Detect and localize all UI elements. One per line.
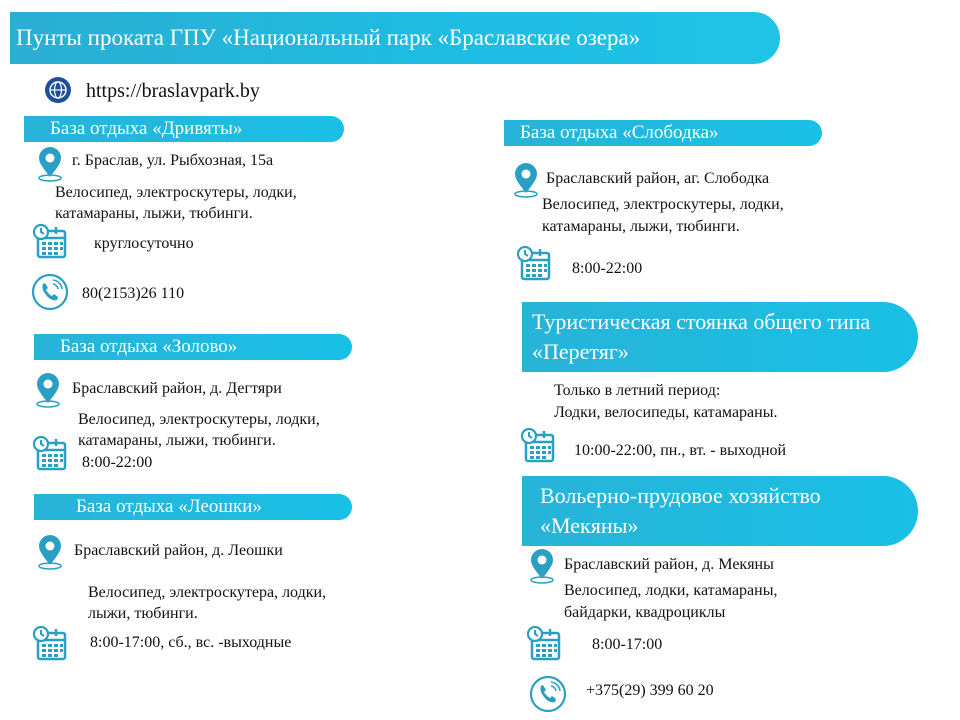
phone-icon (30, 272, 70, 312)
calendar-clock-icon (30, 222, 70, 262)
calendar-clock-icon (514, 244, 554, 284)
hours-zolovo: 8:00-22:00 (82, 454, 153, 471)
location-pin-icon (522, 546, 562, 586)
section-title-peretyag-line1: Туристическая стоянка общего типа (532, 309, 871, 334)
rentals-mekyany-line1: Велосипед, лодки, катамараны, (564, 582, 778, 599)
calendar-clock-icon (524, 624, 564, 664)
location-pin-icon (28, 370, 68, 410)
section-title-slobodka: База отдыха «Слободка» (504, 120, 822, 146)
rentals-slobodka-line2: катамараны, лыжи, тюбинги. (542, 218, 740, 235)
location-pin-icon (30, 144, 70, 184)
rentals-leoshki-line1: Велосипед, электроскутера, лодки, (88, 584, 327, 601)
rentals-drivyaty-line1: Велосипед, электроскутеры, лодки, (55, 184, 297, 201)
address-drivyaty: г. Браслав, ул. Рыбхозная, 15а (72, 152, 274, 169)
section-title-mekyany (522, 476, 918, 546)
phone-icon (528, 674, 568, 714)
calendar-clock-icon (30, 434, 70, 474)
rentals-zolovo-line2: катамараны, лыжи, тюбинги. (78, 432, 276, 449)
hours-peretyag: 10:00-22:00, пн., вт. - выходной (574, 442, 787, 459)
section-title-zolovo: База отдыха «Золово» (34, 334, 352, 360)
section-title-peretyag-line2: «Перетяг» (532, 339, 629, 364)
location-pin-icon (30, 532, 70, 572)
website-link[interactable]: https://braslavpark.by (86, 80, 260, 102)
calendar-clock-icon (518, 426, 558, 466)
section-title-leoshki: База отдыха «Леошки» (34, 494, 352, 520)
address-mekyany: Браславский район, д. Мекяны (564, 556, 774, 573)
section-title-peretyag (522, 302, 918, 372)
hours-mekyany: 8:00-17:00 (592, 636, 663, 653)
calendar-clock-icon (30, 624, 70, 664)
hours-leoshki: 8:00-17:00, сб., вс. -выходные (90, 634, 292, 651)
section-title-drivyaty: База отдыха «Дривяты» (24, 116, 344, 142)
rentals-slobodka-line1: Велосипед, электроскутеры, лодки, (542, 196, 784, 213)
rentals-leoshki-line2: лыжи, тюбинги. (88, 605, 198, 622)
note-peretyag-line2: Лодки, велосипеды, катамараны. (554, 404, 778, 421)
note-peretyag-line1: Только в летний период: (554, 382, 721, 399)
hours-slobodka: 8:00-22:00 (572, 260, 643, 277)
address-zolovo: Браславский район, д. Дегтяри (72, 380, 282, 397)
rentals-mekyany-line2: байдарки, квадроциклы (564, 604, 726, 621)
address-leoshki: Браславский район, д. Леошки (74, 542, 283, 559)
hours-drivyaty: круглосуточно (94, 235, 194, 252)
phone-drivyaty: 80(2153)26 110 (82, 285, 185, 302)
rentals-zolovo-line1: Велосипед, электроскутеры, лодки, (78, 411, 320, 428)
section-title-mekyany-line1: Вольерно-прудовое хозяйство (540, 483, 821, 508)
address-slobodka: Браславский район, аг. Слободка (546, 170, 770, 187)
section-title-mekyany-line2: «Мекяны» (540, 513, 639, 538)
globe-icon (44, 76, 72, 104)
location-pin-icon (506, 160, 546, 200)
page-title: Пунты проката ГПУ «Национальный парк «Браславские озера» (10, 12, 780, 64)
rentals-drivyaty-line2: катамараны, лыжи, тюбинги. (55, 205, 253, 222)
phone-mekyany: +375(29) 399 60 20 (586, 682, 714, 699)
